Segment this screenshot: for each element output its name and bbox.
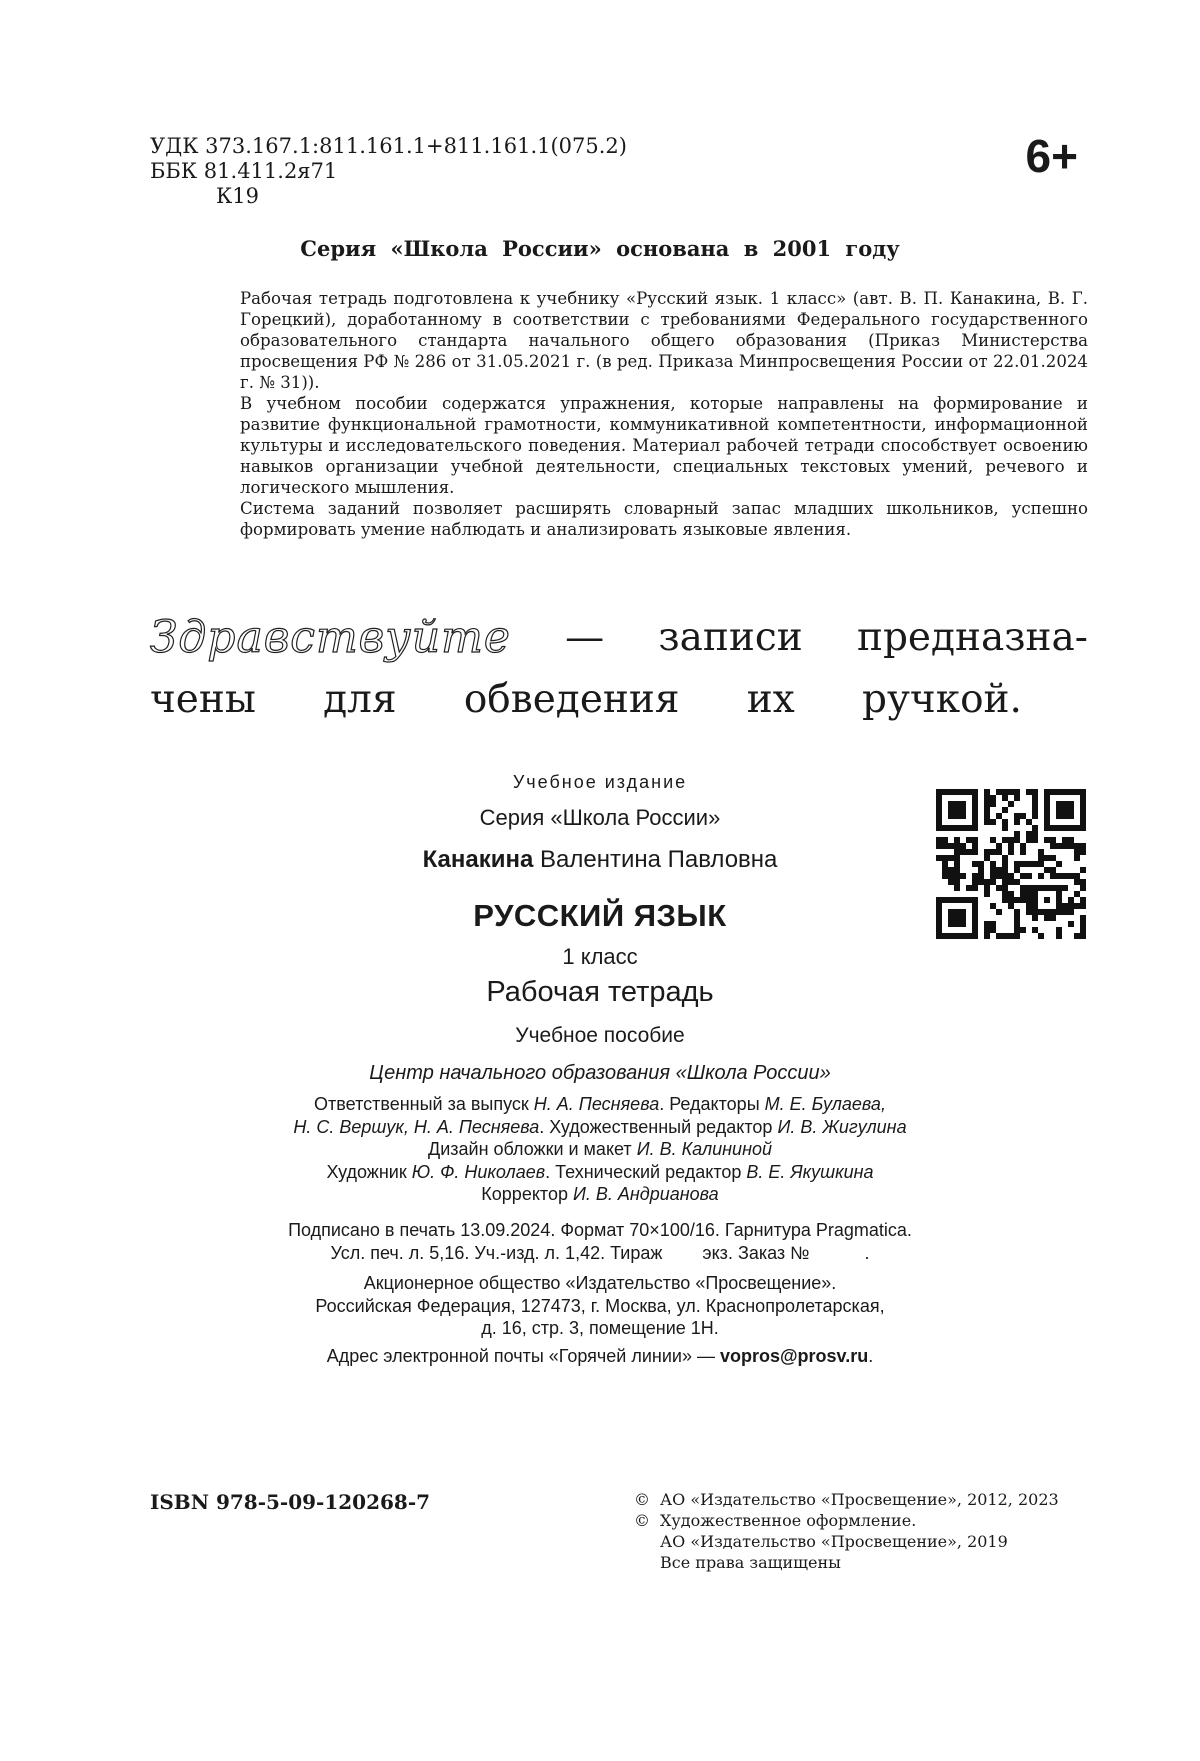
- tracing-note-line-1: [150, 607, 1088, 669]
- grade: 1 класс: [562, 944, 638, 969]
- credits-line: [250, 1138, 950, 1161]
- publisher-address: [250, 1272, 950, 1340]
- tracing-note: [150, 607, 1088, 731]
- hotline-label: Адрес электронной почты «Горячей линии» —: [326, 1346, 720, 1366]
- credit-role: . Художественный редактор: [539, 1116, 778, 1137]
- credit-role: Корректор: [481, 1184, 573, 1204]
- hotline-email: vopros@prosv.ru: [719, 1346, 869, 1366]
- copyright-symbol: ©: [634, 1490, 650, 1509]
- edition-type: Учебное издание: [512, 772, 688, 792]
- bbk-code: ББК 81.411.2я71: [150, 159, 338, 183]
- credits-line: [250, 1116, 950, 1139]
- credit-person: Н. С. Вершук, Н. А. Песняева: [293, 1116, 540, 1137]
- credits-line: [250, 1183, 950, 1206]
- copyright-line: [634, 1531, 1059, 1552]
- copyright-line: [634, 1489, 1059, 1510]
- credit-role: Ответственный за выпуск: [314, 1094, 534, 1114]
- series-founded-heading: Серия «Школа России» основана в 2001 году: [300, 236, 900, 261]
- tracing-word: чены: [150, 677, 256, 722]
- print-line-1: Подписано в печать 13.09.2024. Формат 70×100/16. Гарнитура Pragmatica.: [288, 1220, 912, 1240]
- udk-code: УДК 373.167.1:811.161.1+811.161.1(075.2): [150, 134, 627, 158]
- qr-code-icon: [936, 789, 1086, 939]
- tracing-word: ручкой.: [862, 677, 1022, 722]
- author-name: Валентина Павловна: [540, 846, 778, 873]
- credit-person: В. Е. Якушкина: [746, 1161, 874, 1182]
- hotline-end: .: [868, 1346, 874, 1366]
- hotline: [250, 1346, 950, 1367]
- credit-role: Дизайн обложки и макет: [428, 1139, 637, 1159]
- copyright-text: Художественное оформление.: [660, 1511, 917, 1530]
- print-line-2: Усл. печ. л. 5,16. Уч.-изд. л. 1,42. Тираж экз. Заказ № .: [330, 1242, 870, 1263]
- tracing-script-word: Здравствуйте: [150, 612, 511, 663]
- education-center: Центр начального образования «Школа России»: [369, 1062, 831, 1084]
- credit-role: Художник: [326, 1161, 412, 1182]
- credits-line: [250, 1093, 950, 1116]
- intro-paragraph-3: Система заданий позволяет расширять словарный запас младших школьников, успешно формировать умение наблюдать и анализировать языковые явления.: [240, 499, 1088, 539]
- publisher-line: д. 16, стр. 3, помещение 1Н.: [481, 1318, 719, 1338]
- tracing-word: обведения: [463, 677, 680, 722]
- copyright-line: [634, 1552, 1059, 1573]
- credit-person: И. В. Жигулина: [777, 1116, 907, 1137]
- author-surname: Канакина: [422, 846, 534, 873]
- credit-person: Н. А. Песняева: [533, 1094, 660, 1114]
- book-type: Рабочая тетрадь: [486, 976, 714, 1008]
- tracing-dash: —: [565, 615, 605, 660]
- copyright-block: [634, 1489, 1059, 1573]
- classification-codes: [150, 134, 627, 209]
- tracing-note-line-2: [150, 669, 1022, 731]
- credit-person: И. В. Калининой: [636, 1139, 772, 1159]
- credit-role: . Технический редактор: [545, 1161, 747, 1182]
- book-title: РУССКИЙ ЯЗЫК: [473, 898, 727, 933]
- author: [250, 846, 950, 874]
- isbn: ISBN 978-5-09-120268-7: [150, 1490, 431, 1514]
- copyright-text: АО «Издательство «Просвещение», 2019: [660, 1532, 1008, 1551]
- intro-text: [240, 288, 1088, 540]
- credit-person: И. В. Андрианова: [572, 1184, 719, 1204]
- manual-type: Учебное пособие: [515, 1024, 685, 1047]
- author-code: К19: [216, 184, 259, 208]
- print-details: [250, 1219, 950, 1264]
- publisher-line: Российская Федерация, 127473, г. Москва, ул. Краснопролетарская,: [315, 1295, 885, 1316]
- copyright-text: АО «Издательство «Просвещение», 2012, 2023: [660, 1490, 1059, 1509]
- credit-person: Ю. Ф. Николаев: [411, 1161, 546, 1182]
- series-name: Серия «Школа России»: [479, 805, 721, 830]
- intro-paragraph-2: В учебном пособии содержатся упражнения, которые направлены на формирование и развитие функциональной грамотности, коммуникативной компетентности, информационной культуры и исследовательского поведения. Материал рабочей тетради способствует освоению навыков организации учебной деятельности, специальных текстовых умений, речевого и логического мышления.: [240, 394, 1088, 497]
- tracing-word: записи: [658, 615, 803, 660]
- tracing-word: их: [746, 677, 795, 722]
- credit-person: М. Е. Булаева,: [764, 1094, 886, 1114]
- age-rating: 6+: [1025, 130, 1078, 182]
- copyright-symbol: ©: [634, 1511, 650, 1530]
- publisher-line: Акционерное общество «Издательство «Просвещение».: [363, 1273, 837, 1293]
- credits-line: [250, 1161, 950, 1184]
- credits: [250, 1093, 950, 1206]
- intro-paragraph-1: Рабочая тетрадь подготовлена к учебнику «Русский язык. 1 класс» (авт. В. П. Канакина, В. Г. Горецкий), доработанному в соответствии с требованиями Федерального государственного образовательного стандарта начального общего образования (Приказ Министерства просвещения РФ № 286 от 31.05.2021 г. (в ред. Приказа Минпросвещения России от 22.01.2024 г. № 31)).: [240, 289, 1088, 392]
- tracing-word: предназна-: [856, 615, 1088, 660]
- tracing-word: для: [323, 677, 397, 722]
- copyright-text: Все права защищены: [660, 1553, 841, 1572]
- credit-role: . Редакторы: [659, 1094, 765, 1114]
- copyright-line: [634, 1510, 1059, 1531]
